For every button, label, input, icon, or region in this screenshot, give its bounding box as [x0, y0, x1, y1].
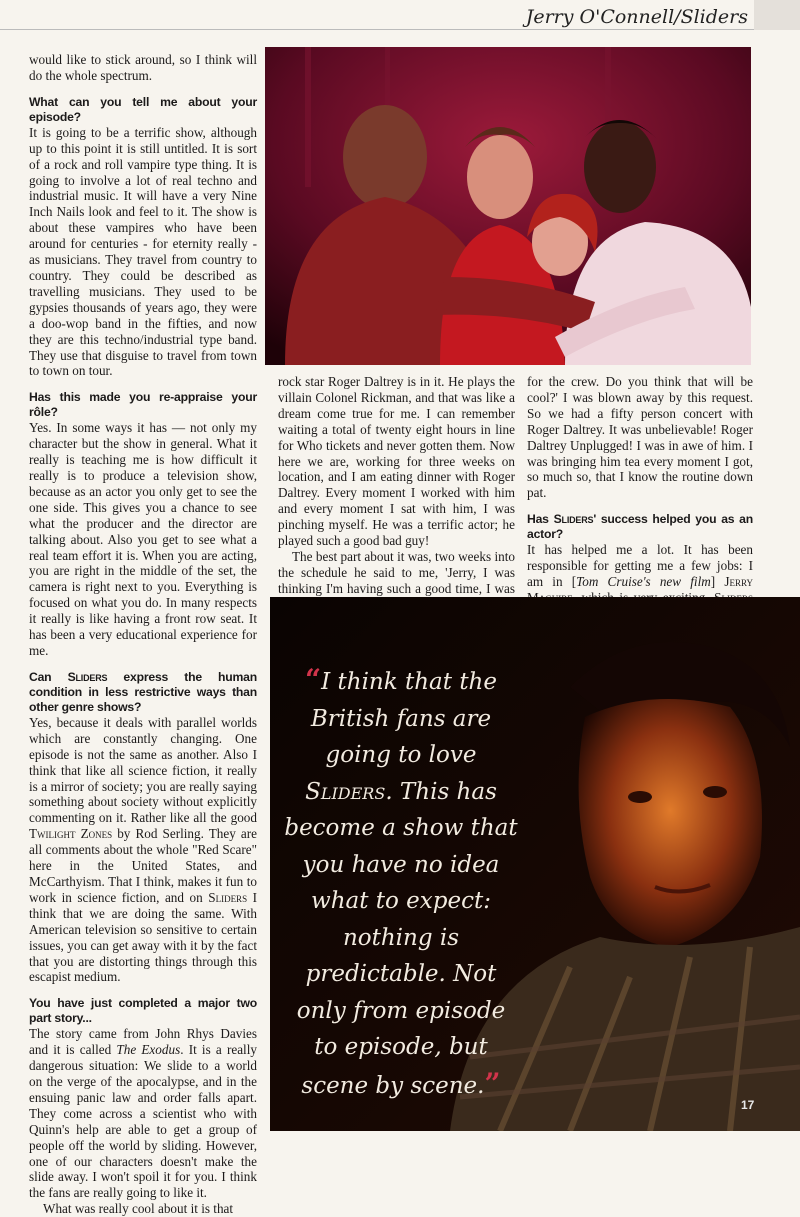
- column-1: [29, 52, 257, 1217]
- answer-two-part: The story came from John Rhys Davies and it is called The Exodus. It is a really dangerous situation: We slide to a world on the verge of the apocalypse, and in the ensuing panic law and order falls apart. They come across a scientist who with Quinn's help are able to get a group of people off the world by sliding. However, one of our characters doesn't make the slide away. I won't spoil it for you. I think the fans are really going to like it.: [29, 1026, 257, 1201]
- close-quote-mark: ”: [484, 1066, 501, 1100]
- episode-still-photo: [265, 47, 751, 365]
- question-episode: What can you tell me about your episode?: [29, 94, 257, 124]
- running-header: Jerry O'Connell/Sliders: [525, 6, 748, 28]
- column-2: [278, 374, 515, 613]
- show-title: Twilight Zones: [29, 826, 113, 842]
- daltrey-paragraph: rock star Roger Daltrey is in it. He plays the villain Colonel Rickman, and that was like a dream come true for me. I can remember waiting a total of twenty eight hours in line for Who tickets and never gotten them. Now here we are, working for three weeks on location, and I am eating dinner with Roger Daltrey. Every moment I worked with him and every moment I sat with him, I was pinching myself. He was a terrific actor; he played such a good bad guy!: [278, 374, 515, 549]
- concert-paragraph: for the crew. Do you think that will be cool?' I was blown away by this request. So we had a fifty person concert with Roger Daltrey. It was unbelievable! Roger Daltrey Unplugged! I was in awe of him. I was bringing him tea every moment I got, so much so, that I know the routine down pat.: [527, 374, 753, 501]
- pull-quote: “I think that the British fans are going to love Sliders. This has become a show that you have no idea what to expect: nothing is predictable. Not only from episode to episode, but scene by scene.”: [284, 663, 518, 1100]
- question-success: Has Sliders' success helped you as an actor?: [527, 512, 753, 542]
- episode-title: The Exodus: [116, 1042, 181, 1058]
- answer-human-condition: Yes, because it deals with parallel worlds which are constantly changing. One episode is not the same as another. Also I think that like all science fiction, it really is a mirror of society; you are really saying something about society without explicitly commenting on it. Rather like all the good Twilight Zones by Rod Serling. They are all comments about the whole "Red Scare" here in the United States, and McCarthyism. That I think, makes it fun to work in science fiction, and on Sliders I think that we are doing the same. With American television so sensitive to certain issues, you can get away with it by the fact that you are distorting things through this escapist medium.: [29, 714, 257, 985]
- question-human-condition: Can Sliders express the human condition in less restrictive ways than other genre shows?: [29, 669, 257, 714]
- open-quote-mark: “: [305, 663, 322, 696]
- answer-success: It has helped me a lot. It has been responsible for getting me a few jobs: I am in [Tom Cruise's new film] Jerry: [527, 542, 753, 637]
- show-title: Sliders: [208, 889, 248, 905]
- page-number: 17: [741, 1098, 755, 1112]
- jam-session-paragraph: The best part about it was, two weeks into the schedule he said to me, 'Jerry, I was thinking I'm having such a good time, I was: [278, 548, 515, 596]
- show-title: Sliders: [67, 669, 108, 684]
- episode-still-illustration: [265, 47, 751, 365]
- film-note: Tom Cruise's new film: [576, 574, 711, 590]
- answer-episode: It is going to be a terrific show, although up to this point it is still untitled. It is sort of a rock and roll vampire type thing. It is going to involve a lot of real techno and industrial music. It will have a very Nine Inch Nails look and feel to it. The show is about these vampires who have been around for centuries - for eternity really - as musicians. They travel from country to country. They could be described as travelling musicians. They used to be gypsies thousands of years ago, they were a doo-wop band in the fifties, and now they are this techno/industrial type band. They use that disguise to travel from town to town on tour.: [29, 124, 257, 379]
- header-rule: [0, 29, 800, 30]
- show-title: Sliders: [305, 778, 386, 805]
- answer-reappraise: Yes. In some ways it has — not only my character but the show in general. What it really is teaching me is how difficult it really is to produce a television show, because as an actor you only get to see the one side. This gives you a chance to see what the producer and the director are talking about. Also you get to see what a real team effort it is. When you are acting, you are right in the middle of the set, the camera is right next to you. Everything is focused on what you do. In many respects it really is like having a front row seat. It has been a very educational experience for me.: [29, 420, 257, 658]
- intro-paragraph: would like to stick around, so I think will do the whole spectrum.: [29, 52, 257, 83]
- continued-paragraph: What was really cool about it is that: [43, 1201, 234, 1217]
- question-reappraise: Has this made you re-appraise your rôle?: [29, 390, 257, 420]
- show-title: Sliders: [553, 512, 594, 527]
- film-title: Jerry: [724, 574, 753, 590]
- header-tab: [754, 0, 800, 30]
- question-two-part: You have just completed a major two part story...: [29, 996, 257, 1026]
